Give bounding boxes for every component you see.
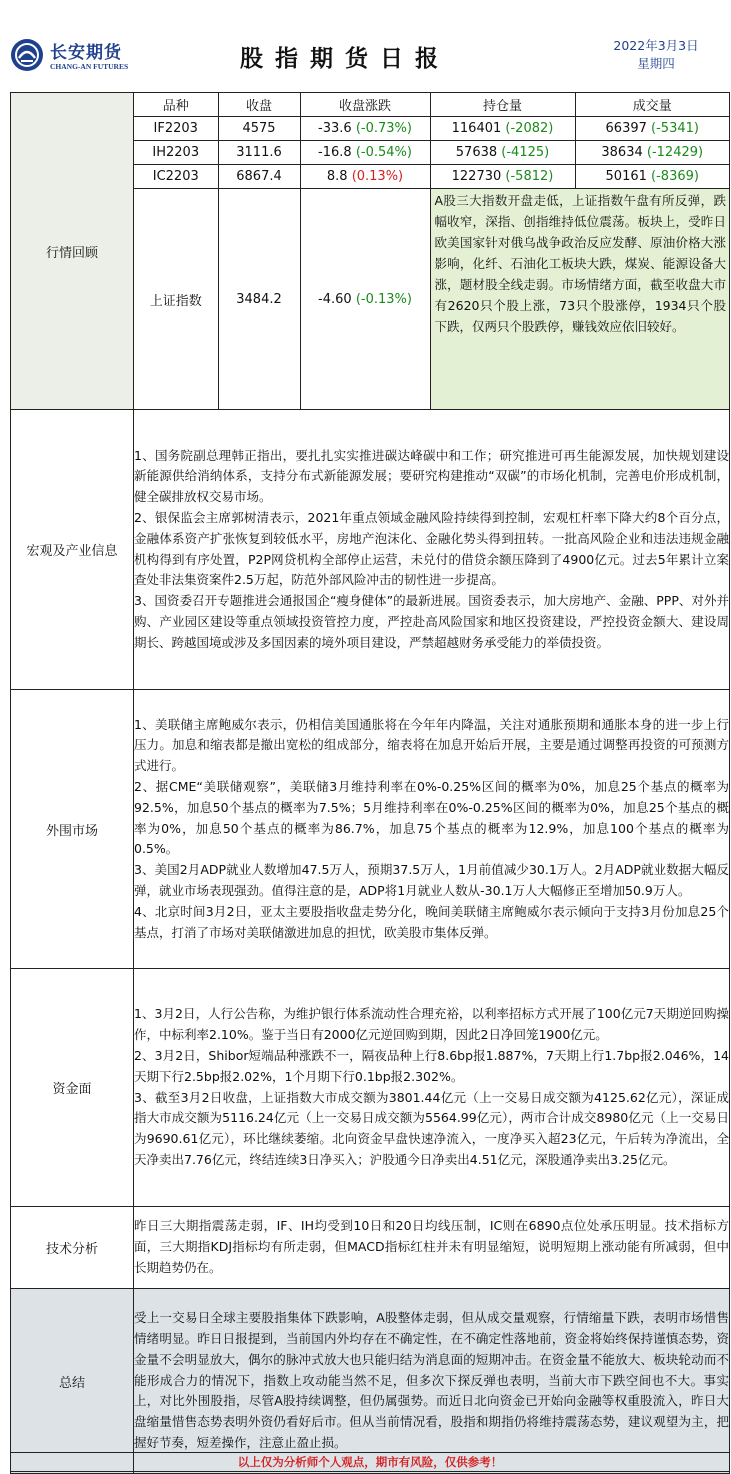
- change-value: -16.8: [318, 145, 352, 160]
- technical-section: [11, 1207, 730, 1289]
- close-price: 3111.6: [218, 141, 300, 165]
- index-name: 上证指数: [134, 189, 218, 410]
- open-interest: [430, 141, 575, 165]
- report-date: 2022年3月3日: [613, 38, 699, 53]
- macro-section: [11, 410, 730, 690]
- table-row: [134, 117, 729, 141]
- contract-name: IC2203: [134, 165, 218, 189]
- external-label: 外围市场: [11, 690, 134, 969]
- change-pct: (-0.13%): [355, 291, 412, 307]
- col-header: 收盘涨跌: [300, 93, 430, 117]
- change-pct: (0.13%): [351, 169, 404, 184]
- vol-change: (-5341): [651, 121, 699, 136]
- open-interest: [430, 165, 575, 189]
- volume: [575, 117, 729, 141]
- oi-change: (-5812): [505, 169, 554, 184]
- external-section: [11, 690, 730, 969]
- summary-content: 受上一交易日全球主要股指集体下跌影响，A股整体走弱，但从成交量观察，行情缩量下跌，表明市场惜售情绪明显。昨日日报提到，当前国内外均存在不确定性，在不确定性落地前，资金将始终保持谨慎态势，资金量不会明显放大，偶尔的脉冲式放大也只能归结为消息面的短期冲击。在资金量不能放大、板块轮动而不能形成合力的情况下，指数上攻动能当然不足，但多次下探反弹也表明，当前大市下跌空间也不大。事实上，对比外围股指，尽管A股持续调整，但仍属强势。而近日北向资金已开始向金融等权重股流入，昨日大盘缩量惜售态势表明外资仍看好后市。但从当前情况看，股指和期指仍将维持震荡态势，建议观望为主，把握好节奏，短差操作，注意止盈止损。: [134, 1289, 730, 1474]
- logo-cn-text: 长安期货: [50, 43, 122, 63]
- change-value: -4.60: [318, 291, 352, 307]
- vol-value: 38634: [601, 145, 643, 160]
- vol-value: 50161: [605, 169, 647, 184]
- macro-paragraph: 1、国务院副总理韩正指出，要扎扎实实推进碳达峰碳中和工作；研究推进可再生能源发展，加快规划建设新能源供给消纳体系，支持分布式新能源发展；要研究构建推动“双碳”的市场化机制，完善电价形成机制，健全碳排放权交易市场。: [134, 447, 729, 505]
- technical-label: 技术分析: [11, 1207, 134, 1289]
- funds-paragraph: 2、3月2日，Shibor短端品种涨跌不一，隔夜品种上行8.6bp报1.887%，7天期上行1.7bp报2.046%，14天期下行2.5bp报2.02%，1个月期下行0.1bp报2.302%。: [134, 1047, 729, 1084]
- quotes-table: [134, 93, 729, 409]
- close-price: 4575: [218, 117, 300, 141]
- index-change: [300, 189, 430, 410]
- oi-value: 122730: [451, 169, 502, 184]
- col-header: 成交量: [575, 93, 729, 117]
- oi-change: (-2082): [505, 121, 554, 136]
- external-paragraph: 4、北京时间3月2日，亚太主要股指收盘走势分化，晚间美联储主席鲍威尔表示倾向于支持3月份加息25个基点，打消了市场对美联储激进加息的担忧，欧美股市集体反弹。: [134, 903, 729, 940]
- company-logo: [10, 36, 130, 80]
- macro-paragraph: 2、银保监会主席郭树清表示，2021年重点领域金融风险持续得到控制，宏观杠杆率下降大约8个百分点，金融体系资产扩张恢复到较低水平，房地产泡沫化、金融化势头得到扭转。一批高风险企业和违法违规金融机构得到有序处置，P2P网贷机构全部停止运营，未兑付的借贷余额压降到了4900亿元。过去5年累计立案查处非法集资案件2.5万起，防范外部风险冲击的韧性进一步提高。: [134, 509, 729, 588]
- funds-paragraph: 3、截至3月2日收盘，上证指数大市成交额为3801.44亿元（上一交易日成交额为4125.62亿元），深证成指大市成交额为5116.24亿元（上一交易日成交额为5564.99亿元），两市合计成交8980亿元（上一交易日为9690.61亿元），环比继续萎缩。北向资金早盘快速净流入，一度净买入超23亿元，午后转为净流出，全天净卖出7.76亿元，终结连续3日净买入；沪股通今日净卖出4.51亿元，深股通净卖出3.25亿元。: [134, 1089, 729, 1167]
- external-content: [134, 690, 730, 969]
- external-paragraph: 3、美国2月ADP就业人数增加47.5万人，预期37.5万人，1月前值减少30.1万人。2月ADP就业数据大幅反弹，就业市场表现强劲。值得注意的是，ADP将1月就业人数从-30.1万人大幅修正至增加50.9万人。: [134, 862, 729, 898]
- vol-change: (-8369): [651, 169, 699, 184]
- change-value: -33.6: [318, 121, 352, 136]
- logo-emblem-icon: [10, 38, 44, 72]
- macro-paragraph: 3、国资委召开专题推进会通报国企“瘦身健体”的最新进展。国资委表示，加大房地产、金融、PPP、对外并购、产业园区建设等重点领域投资管控力度，严控赴高风险国家和地区投资建设，严控投资金额大、建设周期长、跨越国境或涉及多国因素的境外项目建设，严禁超越财务承受能力的举债投资。: [134, 593, 729, 650]
- summary-section: [11, 1289, 730, 1474]
- report-date-block: [606, 37, 706, 73]
- report-title: 股指期货日报: [240, 46, 450, 72]
- funds-paragraph: 1、3月2日，人行公告称，为维护银行体系流动性合理充裕，以利率招标方式开展了100亿元7天期逆回购操作，中标利率2.10%。鉴于当日有2000亿元逆回购到期，因此2日净回笼1900亿元。: [134, 1006, 729, 1043]
- change-value: 8.8: [326, 169, 348, 184]
- funds-label: 资金面: [11, 969, 134, 1207]
- volume: [575, 141, 729, 165]
- technical-content: 昨日三大期指震荡走弱，IF、IH均受到10日和20日均线压制，IC则在6890点位处承压明显。技术指标方面，三大期指KDJ指标均有所走弱，但MACD指标红柱并未有明显缩短，说明短期上涨动能有所减弱，但中长期趋势仍在。: [134, 1207, 730, 1289]
- close-change: [300, 117, 430, 141]
- quotes-header-row: [134, 93, 729, 117]
- vol-value: 66397: [605, 121, 647, 136]
- macro-content: [134, 410, 730, 690]
- col-header: 持仓量: [430, 93, 575, 117]
- index-close: 3484.2: [218, 189, 300, 410]
- col-header: 收盘: [218, 93, 300, 117]
- col-header: 品种: [134, 93, 218, 117]
- oi-value: 57638: [455, 145, 498, 160]
- close-change: [300, 141, 430, 165]
- close-change: [300, 165, 430, 189]
- change-pct: (-0.54%): [355, 145, 412, 160]
- open-interest: [430, 117, 575, 141]
- market-comment: A股三大指数开盘走低，上证指数午盘有所反弹，跌幅收窄，深指、创指维持低位震荡。板块上，受昨日欧美国家针对俄乌战争政治反应发酵、原油价格大涨影响，化纤、石油化工板块大跌，煤炭、能源设备大涨，题材股全线走弱。市场情绪方面，截至收盘大市有2620只个股上涨，73只个股涨停，1934只个股下跌，仅两只个股跌停，赚钱效应依旧较好。: [430, 189, 729, 410]
- oi-value: 116401: [451, 121, 502, 136]
- market-review-label: 行情回顾: [11, 93, 134, 410]
- oi-change: (-4125): [501, 145, 550, 160]
- index-row: [134, 189, 729, 410]
- table-row: [134, 165, 729, 189]
- market-review-content: [134, 93, 730, 410]
- report-header: [0, 0, 731, 92]
- contract-name: IF2203: [134, 117, 218, 141]
- report-table: [10, 92, 730, 1474]
- vol-change: (-12429): [646, 145, 704, 160]
- volume: [575, 165, 729, 189]
- funds-content: [134, 969, 730, 1207]
- macro-label: 宏观及产业信息: [11, 410, 134, 690]
- table-row: [134, 141, 729, 165]
- close-price: 6867.4: [218, 165, 300, 189]
- funds-section: [11, 969, 730, 1207]
- external-paragraph: 2、据CME“美联储观察”，美联储3月维持利率在0%-0.25%区间的概率为0%，加息25个基点的概率为92.5%，加息50个基点的概率为7.5%；5月维持利率在0%-0.25%区间的概率为0%，加息25个基点的概率为0%，加息50个基点的概率为86.7%，加息75个基点的概率为12.9%，加息100个基点的概率为0.5%。: [134, 779, 729, 857]
- market-review-section: [11, 93, 730, 410]
- report-weekday: 星期四: [637, 56, 675, 71]
- change-pct: (-0.73%): [355, 121, 412, 136]
- logo-en-text: CHANG-AN FUTURES: [50, 62, 129, 71]
- external-paragraph: 1、美联储主席鲍威尔表示，仍相信美国通胀将在今年年内降温，关注对通胀预期和通胀本身的进一步上行压力。加息和缩表都是撤出宽松的组成部分，缩表将在加息开始后开展，主要是通过调整再投资的可预测方式进行。: [134, 716, 729, 774]
- disclaimer-footer: 以上仅为分析师个人观点，期市有风险，仅供参考！: [10, 1452, 730, 1472]
- contract-name: IH2203: [134, 141, 218, 165]
- summary-label: 总结: [11, 1289, 134, 1474]
